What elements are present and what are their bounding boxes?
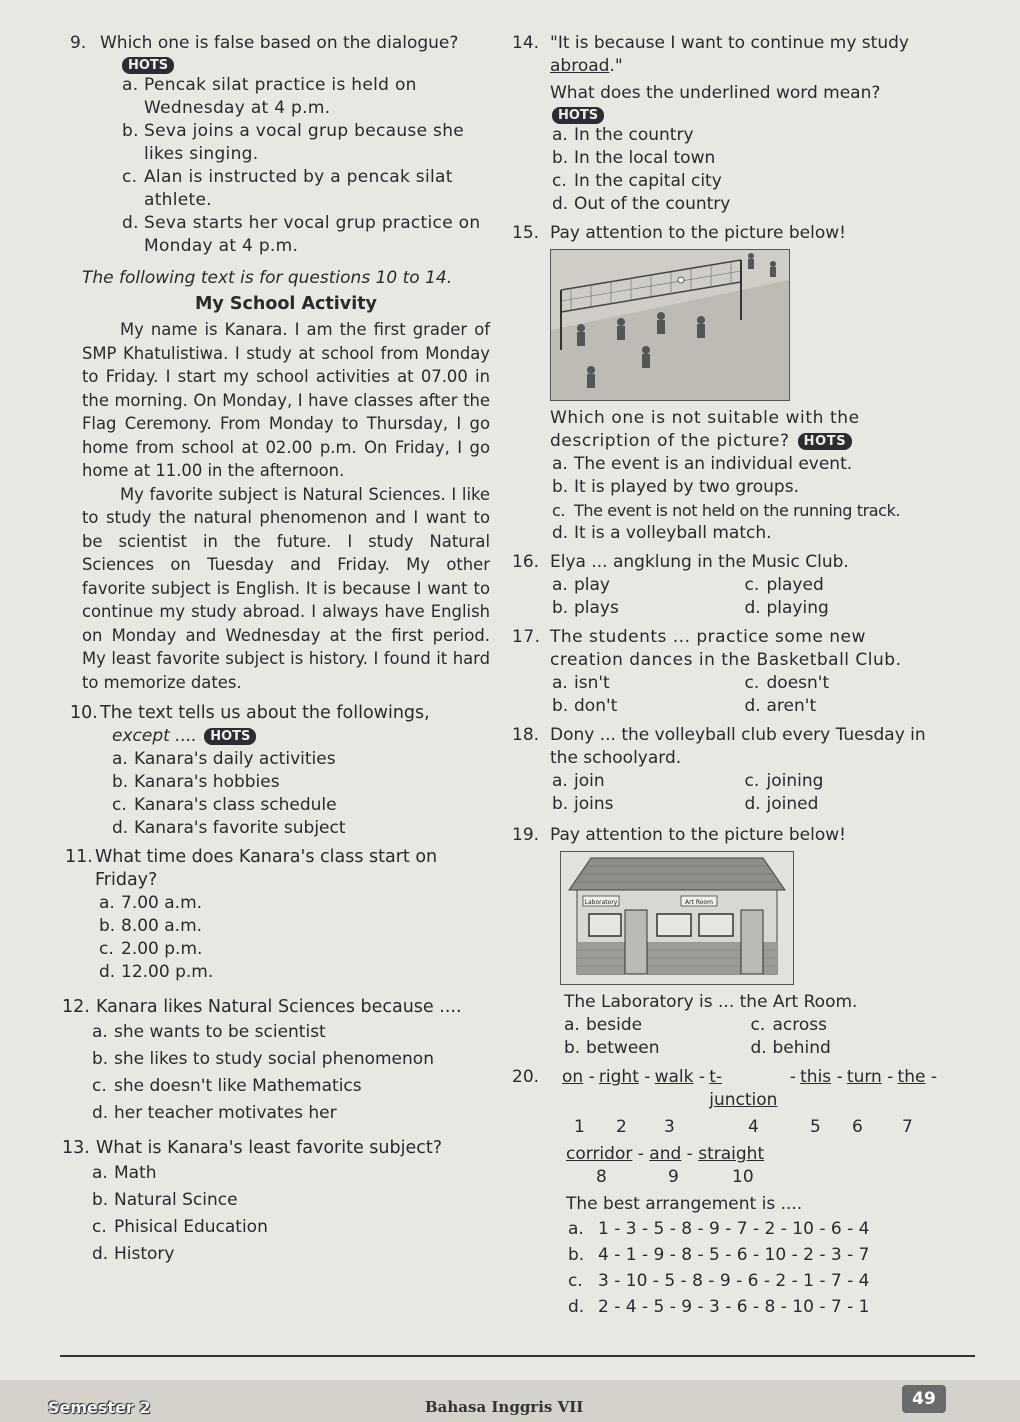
option-d[interactable]: d. 2 - 4 - 5 - 9 - 3 - 6 - 8 - 10 - 7 - 1 — [568, 1297, 870, 1317]
option-d[interactable]: d. It is a volleyball match. — [552, 523, 772, 543]
question-14: 14. "It is because I want to continue my study abroad." What does the underlined word mean? HOTS a. In the country b. In the local town c. In the capital city d. Out of the country — [512, 32, 937, 216]
footer-divider — [60, 1355, 975, 1357]
question-16: 16. Elya ... angklung in the Music Club. a. play c. played b. plays d. playing — [512, 551, 937, 620]
passage-paragraph-2: My favorite subject is Natural Sciences. I like to study the natural phenomenon and I want to be scientist in the future. I study Natural Sciences on Tuesday and Friday. My other favorite subject is English. It is because I want to continue my study abroad. I always have English on Monday and Wednesday at the first period. My least favorite subject is history. I found it hard to memorize dates. — [82, 484, 490, 692]
option-b[interactable]: b. between — [564, 1038, 660, 1058]
word-list-2: corridor - and - straight — [566, 1144, 765, 1164]
option-b[interactable]: b. don't — [552, 696, 618, 716]
volleyball-illustration — [551, 250, 789, 400]
option-b[interactable]: b. 8.00 a.m. — [99, 916, 203, 936]
option-d[interactable]: d. aren't — [744, 696, 817, 716]
option-c[interactable]: c. Alan is instructed by a pencak silat athlete. — [122, 167, 453, 210]
option-d[interactable]: d. Out of the country — [552, 194, 731, 214]
option-a[interactable]: a. play — [552, 575, 610, 595]
passage-title: My School Activity — [195, 294, 377, 314]
passage-paragraph-1: My name is Kanara. I am the first grader of SMP Khatulistiwa. I study at school from Monday to Friday. I start my school activities at 07.00 in the morning. On Monday, I have classes after the Flag Ceremony. From Monday to Thursday, I go home from school at 02.00 p.m. On Friday, I go home at 11.00 in the afternoon. — [82, 320, 490, 480]
question-18: 18. Dony ... the volleyball club every Tuesday in the schoolyard. a. join c. joining b. joins d. joined — [512, 724, 937, 816]
option-d[interactable]: d. her teacher motivates her — [92, 1103, 337, 1123]
book-title: Bahasa Inggris VII — [425, 1398, 584, 1416]
option-a[interactable]: a. 7.00 a.m. — [99, 893, 203, 913]
page-number: 49 — [902, 1385, 946, 1413]
question-text: Which one is false based on the dialogue? — [100, 33, 459, 53]
option-d[interactable]: d. Kanara's favorite subject — [112, 818, 346, 838]
hots-badge: HOTS — [204, 728, 256, 745]
right-column — [512, 32, 937, 1320]
semester-label: Semester 2 — [48, 1398, 151, 1417]
hots-badge: HOTS — [798, 433, 853, 450]
question-number: 9. — [70, 33, 87, 53]
option-a[interactable]: a. Kanara's daily activities — [112, 749, 336, 769]
option-a[interactable]: a. In the country — [552, 125, 694, 145]
option-b[interactable]: b. Natural Scince — [92, 1190, 238, 1210]
volleyball-picture — [550, 249, 790, 401]
option-c[interactable]: c. joining — [744, 771, 824, 791]
building-illustration — [561, 852, 793, 984]
question-11: 11. What time does Kanara's class start on Friday? a. 7.00 a.m. b. 8.00 a.m. c. 2.00 p.m. d. 12.00 p.m. — [65, 846, 490, 984]
option-c[interactable]: c. Phisical Education — [92, 1217, 268, 1237]
underlined-word: abroad — [550, 56, 610, 76]
hots-badge: HOTS — [552, 107, 604, 124]
left-column — [62, 32, 490, 1268]
option-a[interactable]: a. isn't — [552, 673, 610, 693]
option-a[interactable]: a. Pencak silat practice is held on Wednesday at 4 p.m. — [122, 75, 417, 118]
option-b[interactable]: b. she likes to study social phenomenon — [92, 1049, 434, 1069]
option-c[interactable]: c. 2.00 p.m. — [99, 939, 203, 959]
hots-badge: HOTS — [122, 57, 174, 74]
reading-passage — [82, 268, 490, 694]
option-c[interactable]: c. she doesn't like Mathematics — [92, 1076, 362, 1096]
option-b[interactable]: b. Seva joins a vocal grup because she likes singing. — [122, 121, 465, 164]
option-d[interactable]: d. History — [92, 1244, 175, 1264]
number-list-2: 8 9 10 — [596, 1167, 754, 1187]
option-c[interactable]: c. The event is not held on the running track. — [552, 501, 901, 520]
option-b[interactable]: b. Kanara's hobbies — [112, 772, 280, 792]
option-c[interactable]: c. Kanara's class schedule — [112, 795, 337, 815]
option-a[interactable]: a. 1 - 3 - 5 - 8 - 9 - 7 - 2 - 10 - 6 - 4 — [568, 1219, 870, 1239]
question-13: 13. What is Kanara's least favorite subject? a. Math b. Natural Scince c. Phisical Education d. History — [62, 1137, 490, 1268]
art-room-sign: Art Room — [685, 899, 713, 906]
option-d[interactable]: d. joined — [744, 794, 819, 814]
option-d[interactable]: d. Seva starts her vocal grup practice on Monday at 4 p.m. — [122, 213, 481, 256]
question-17: 17. The students ... practice some new creation dances in the Basketball Club. a. isn't c. doesn't b. don't d. aren't — [512, 626, 937, 718]
number-list-1: 1 2 3 4 5 6 7 — [574, 1117, 913, 1137]
option-c[interactable]: c. across — [750, 1015, 827, 1035]
option-b[interactable]: b. In the local town — [552, 148, 716, 168]
option-c[interactable]: c. played — [744, 575, 824, 595]
option-b[interactable]: b. joins — [552, 794, 614, 814]
option-c[interactable]: c. 3 - 10 - 5 - 8 - 9 - 6 - 2 - 1 - 7 - 4 — [568, 1271, 870, 1291]
option-a[interactable]: a. beside — [564, 1015, 643, 1035]
option-a[interactable]: a. she wants to be scientist — [92, 1022, 326, 1042]
option-d[interactable]: d. behind — [750, 1038, 831, 1058]
option-c[interactable]: c. doesn't — [744, 673, 830, 693]
option-b[interactable]: b. It is played by two groups. — [552, 477, 799, 497]
option-d[interactable]: d. playing — [744, 598, 829, 618]
passage-intro: The following text is for questions 10 to 14. — [82, 268, 453, 288]
word-list-1: on - right - walk - t-junction - this - turn - the - — [562, 1067, 937, 1110]
question-19: 19. Pay attention to the picture below! Laboratory Art Room The Laboratory is ... the Art Room. a. beside c. across b. between d. behind — [512, 824, 937, 1060]
school-building-picture — [560, 851, 794, 985]
question-12: 12. Kanara likes Natural Sciences because .... a. she wants to be scientist b. she likes to study social phenomenon c. she doesn't like Mathematics d. her teacher motivates her — [62, 996, 490, 1127]
question-20: 20. on - right - walk - t-junction - this - turn - the - 1 2 3 4 5 6 7 corridor - and - straight 8 9 10 The best arrangement is .... a. 1 - 3 - 5 - 8 - 9 - 7 - 2 - 10 - 6 - 4 b. 4 - 1 - 9 - 8 - 5 - 6 - 10 - 2 - 3 - 7 c. 3 - 10 - 5 - 8 - 9 - 6 - 2 - 1 - 7 - 4 d. 2 - 4 - 5 - 9 - 3 - 6 - 8 - 10 - 7 - 1 — [512, 1066, 937, 1320]
option-c[interactable]: c. In the capital city — [552, 171, 722, 191]
option-a[interactable]: a. Math — [92, 1163, 157, 1183]
question-10: 10. The text tells us about the followings, except .... HOTS a. Kanara's daily activities b. Kanara's hobbies c. Kanara's class schedule d. Kanara's favorite subject — [70, 702, 490, 840]
option-b[interactable]: b. plays — [552, 598, 619, 618]
option-a[interactable]: a. join — [552, 771, 605, 791]
question-9 — [70, 32, 490, 258]
option-a[interactable]: a. The event is an individual event. — [552, 454, 853, 474]
laboratory-sign: Laboratory — [584, 899, 618, 906]
question-15: 15. Pay attention to the picture below! Which one is not suitable with the description of the picture? HOTS a. The event is an individual event. b. It is played by two groups. c. The event is not held on the running track. d. It is a volleyball match. — [512, 222, 937, 545]
option-b[interactable]: b. 4 - 1 - 9 - 8 - 5 - 6 - 10 - 2 - 3 - 7 — [568, 1245, 870, 1265]
option-d[interactable]: d. 12.00 p.m. — [99, 962, 214, 982]
